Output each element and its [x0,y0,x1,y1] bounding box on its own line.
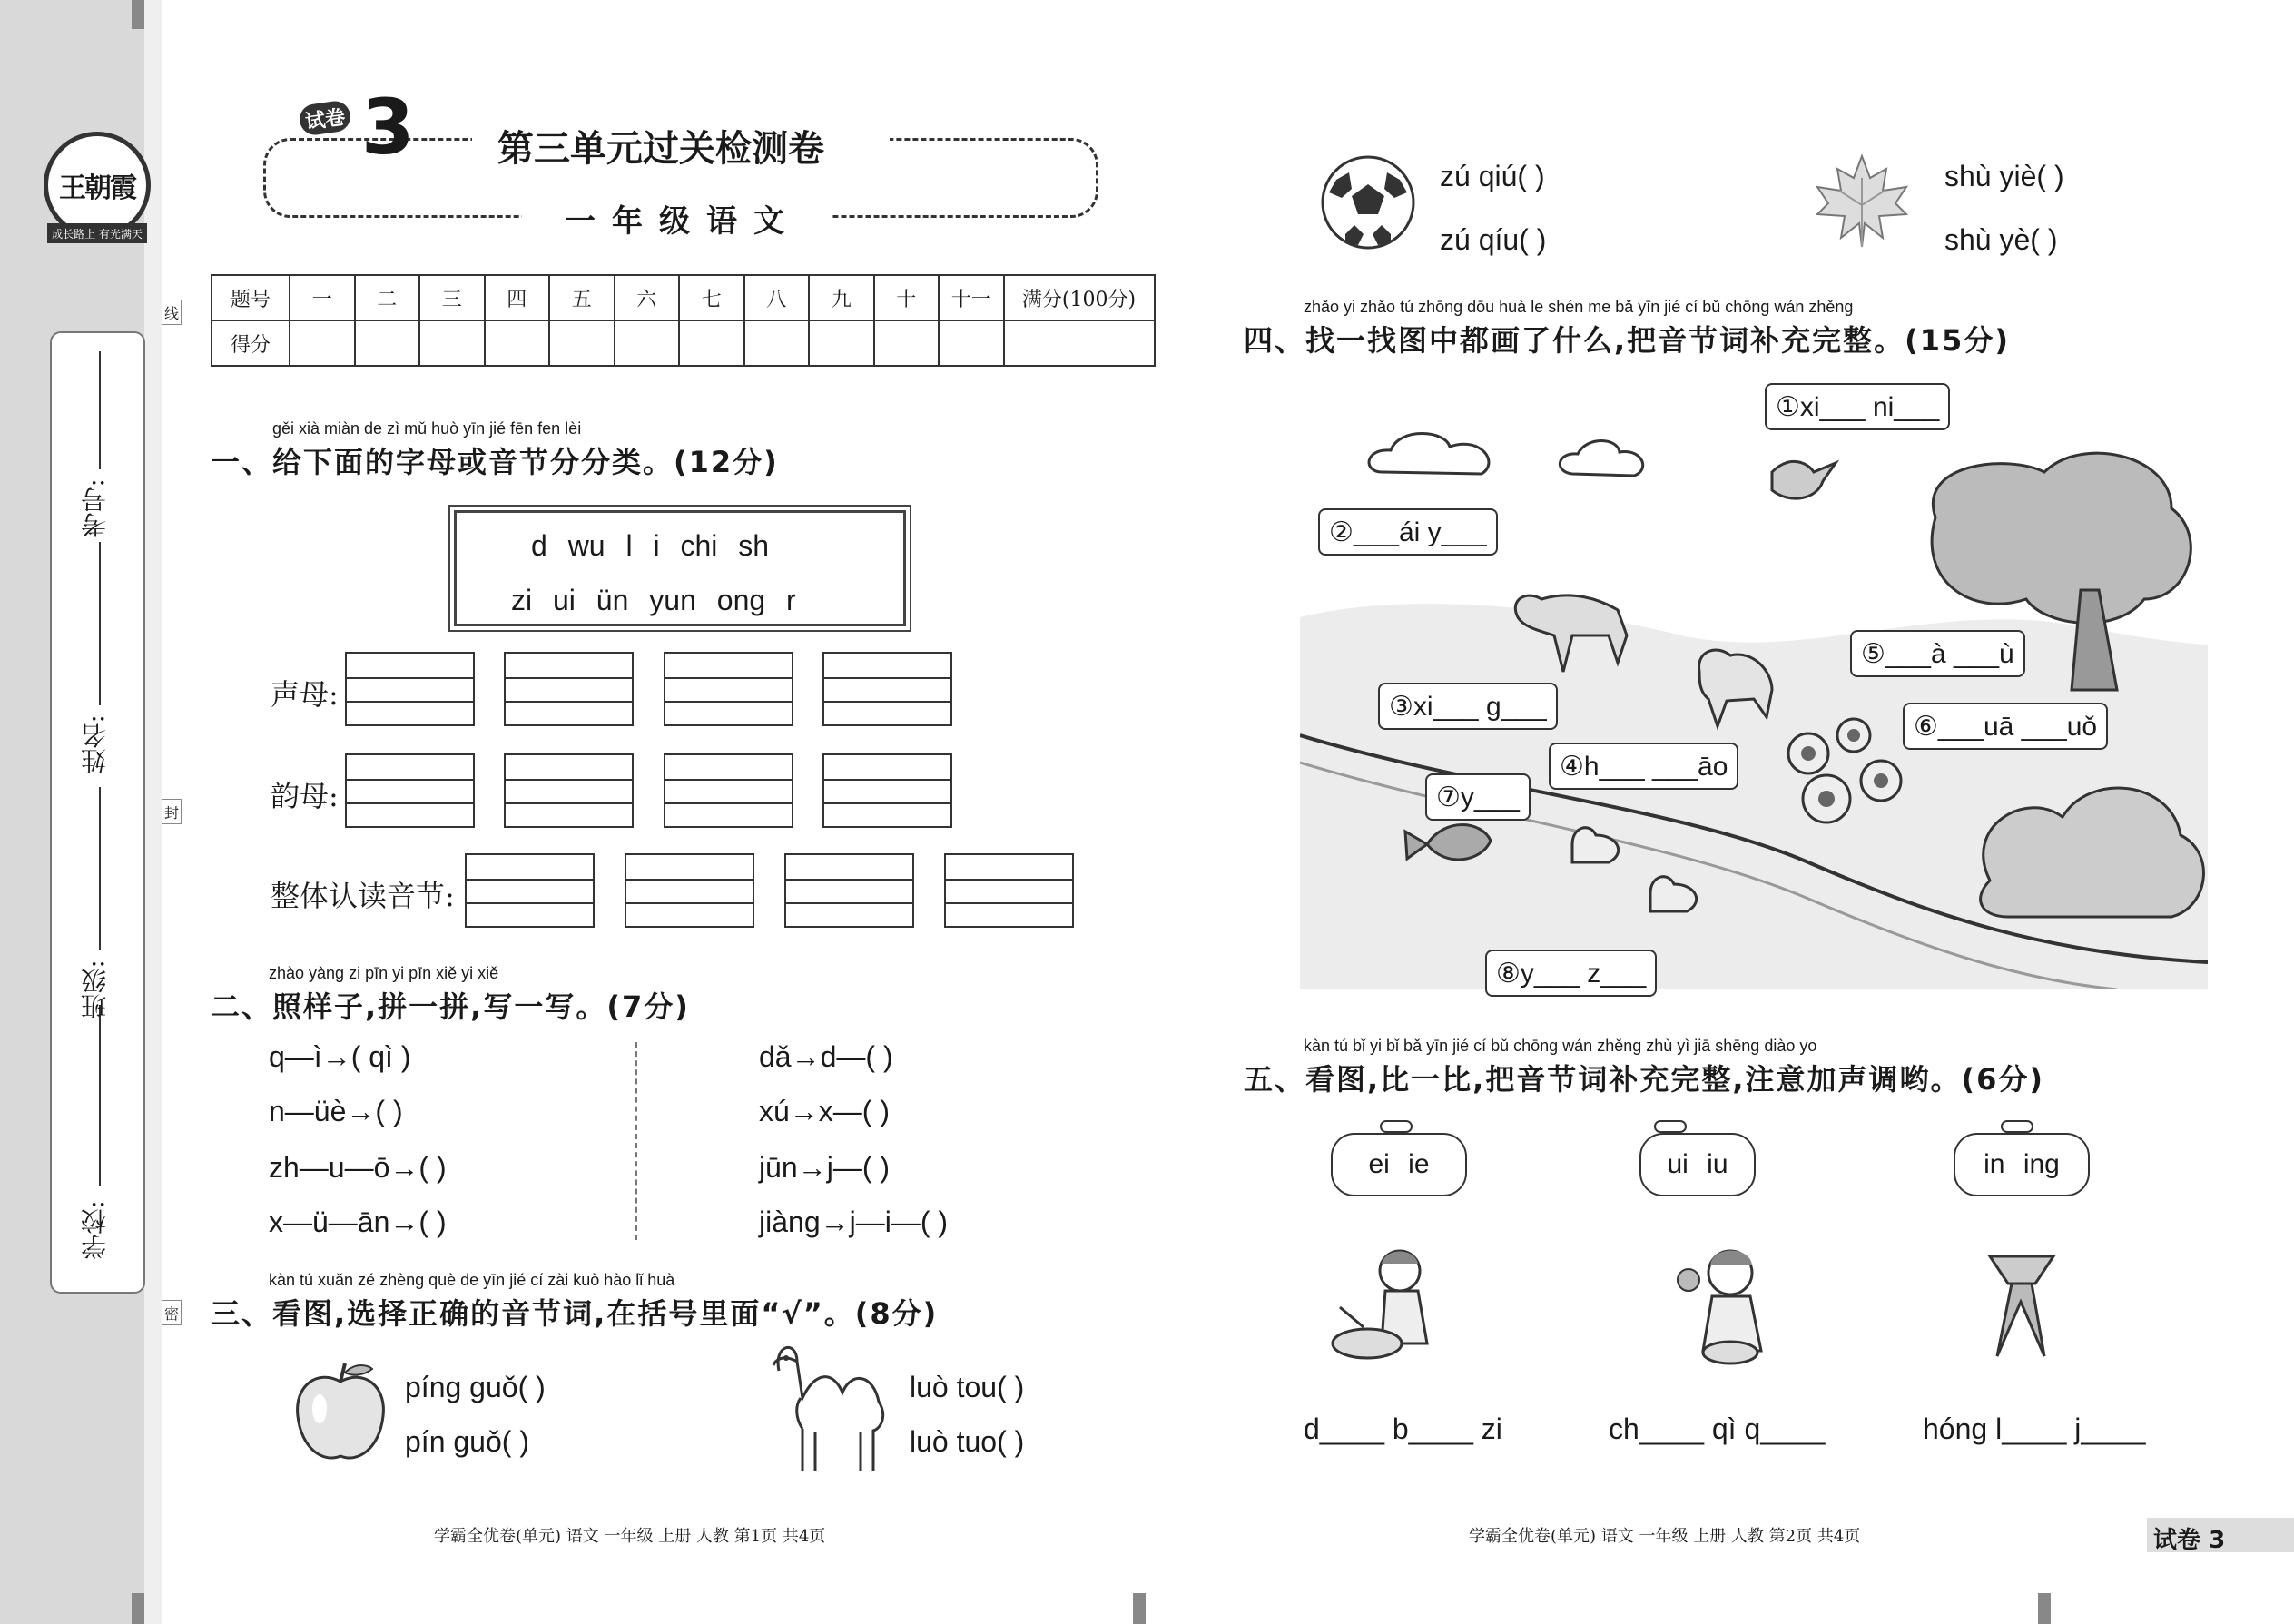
q3-camel-option[interactable]: luò tou( ) [910,1371,1025,1403]
q4-callout-2[interactable]: ②___ái y___ [1318,508,1498,556]
q4-callout-7[interactable]: ⑦y___ [1425,773,1531,821]
writing-grid[interactable] [784,853,914,928]
school-field[interactable] [99,1005,101,1186]
page-subtitle: 一年级语文 [565,203,801,240]
score-total-label: 满分(100分) [1004,275,1155,320]
score-cell[interactable] [549,320,615,366]
binding-mark-right [2038,1593,2051,1624]
exam-no-label: 考号: [80,478,110,538]
binding-mark-center [1133,1593,1146,1624]
q1-letters-box [454,510,906,626]
writing-grid[interactable] [664,652,793,726]
q1-letters-row2: zi ui ün yun ong r [511,584,796,616]
class-field[interactable] [99,787,101,950]
q2-divider [635,1042,637,1240]
score-col: 十 [874,275,940,320]
cut-mark-secret: 密 [162,1300,182,1325]
ribbon-bow [1654,1120,1687,1133]
q2-item[interactable]: x—ü—ān→( ) [269,1206,447,1238]
q3-camel-option[interactable]: luò tuo( ) [910,1425,1025,1458]
score-total-cell[interactable] [1004,320,1155,366]
q3-leaf-option[interactable]: shù yiè( ) [1944,160,2064,192]
brand-logo-tagline: 成长路上 有光满天 [47,223,147,243]
q2-item[interactable]: dǎ→d—( ) [759,1040,893,1073]
q2-item[interactable]: xú→x—( ) [759,1095,890,1127]
score-table-row1-label: 题号 [212,275,290,320]
camel-image [761,1334,897,1480]
q2-pinyin: zhào yàng zi pīn yi pīn xiě yi xiě [269,964,499,982]
q3-ball-option[interactable]: zú qiú( ) [1440,160,1545,192]
score-col: 八 [744,275,810,320]
footer-left: 学霸全优卷(单元) 语文 一年级 上册 人教 第1页 共4页 [434,1527,826,1546]
score-table-header-row [212,275,1155,320]
writing-grid[interactable] [822,652,952,726]
score-cell[interactable] [355,320,420,366]
score-cell[interactable] [290,320,355,366]
writing-grid[interactable] [345,753,475,828]
q2-item[interactable]: jūn→j—( ) [759,1151,891,1184]
q3-pinyin: kàn tú xuǎn zé zhèng què de yīn jié cí zài kuò hào lǐ huà [269,1271,675,1289]
score-cell[interactable] [419,320,485,366]
q4-callout-5[interactable]: ⑤___à ___ù [1850,630,2025,677]
red-scarf-image [1972,1247,2072,1365]
q2-item[interactable]: zh—u—ō→( ) [269,1151,447,1184]
apple-image [290,1362,390,1467]
q3-leaf-option[interactable]: shù yè( ) [1944,223,2058,256]
q2-item: q—ì→( qì ) [269,1040,411,1073]
q3-apple-option[interactable]: pín guǒ( ) [405,1425,529,1458]
q5-answer[interactable]: d____ b____ zi [1304,1412,1502,1445]
q4-pinyin: zhǎo yi zhǎo tú zhōng dōu huà le shén me bǎ yīn jié cí bǔ chōng wán zhěng [1304,298,1854,316]
q3-ball-option[interactable]: zú qíu( ) [1440,223,1547,256]
q5-heading: 五、看图,比一比,把音节词补充完整,注意加声调哟。(6分) [1244,1062,2044,1097]
q5-pair: in ing [1954,1133,2090,1196]
footer-right: 学霸全优卷(单元) 语文 一年级 上册 人教 第2页 共4页 [1469,1527,1861,1546]
q4-callout-3[interactable]: ③xi___ g___ [1378,683,1558,730]
page-tag-word: 试卷 [2153,1527,2201,1554]
q5-pair: ui iu [1639,1133,1756,1196]
page-tag-number: 3 [2209,1527,2226,1554]
score-table-row2-label: 得分 [212,320,290,366]
score-col: 六 [615,275,680,320]
binding-mark-top [132,0,144,29]
q5-answer[interactable]: hóng l____ j____ [1923,1412,2146,1445]
soccer-ball-image [1318,153,1418,252]
student-info-card [50,331,145,1294]
writing-grid[interactable] [504,652,634,726]
cut-mark-line: 线 [162,300,182,325]
girl-washing-image [1327,1244,1463,1371]
q5-pair: ei ie [1331,1133,1467,1196]
score-cell[interactable] [615,320,680,366]
ribbon-bow [2001,1120,2033,1133]
score-col: 十一 [939,275,1004,320]
cut-mark-seal: 封 [162,799,182,824]
school-label: 学校: [80,1200,110,1260]
q2-heading: 二、照样子,拼一拼,写一写。(7分) [211,989,690,1024]
score-cell[interactable] [874,320,940,366]
q4-callout-1[interactable]: ①xi___ ni___ [1765,383,1950,430]
brand-logo-name: 王朝霞 [59,172,135,204]
maple-leaf-image [1812,151,1912,251]
q2-item[interactable]: n—üè→( ) [269,1095,403,1127]
score-col: 九 [809,275,874,320]
score-table-score-row [212,320,1155,366]
q5-answer[interactable]: ch____ qì q____ [1609,1412,1826,1445]
q2-item[interactable]: jiàng→j—i—( ) [759,1206,949,1238]
q4-scene-image [1300,372,2208,989]
q1-pinyin: gěi xià miàn de zì mǔ huò yīn jié fēn fen lèi [272,419,582,438]
writing-grid[interactable] [944,853,1074,928]
exam-number: 3 [361,83,415,172]
writing-grid[interactable] [625,853,754,928]
score-col: 四 [485,275,550,320]
q1-finals-label: 韵母: [271,779,339,813]
q3-heading: 三、看图,选择正确的音节词,在括号里面“√”。(8分) [211,1296,939,1331]
writing-grid[interactable] [664,753,793,828]
exam-badge: 试卷 [298,99,352,136]
binding-mark-bottom [132,1593,144,1624]
score-cell[interactable] [744,320,810,366]
q5-pinyin: kàn tú bǐ yi bǐ bǎ yīn jié cí bǔ chōng wán zhěng zhù yì jiā shēng diào yo [1304,1037,1817,1055]
writing-grid[interactable] [465,853,595,928]
score-col: 五 [549,275,615,320]
binding-strip-inner [144,0,162,1624]
name-label: 姓名: [80,714,110,774]
page-tag-label [2153,1521,2225,1555]
q4-callout-4[interactable]: ④h___ ___āo [1549,743,1738,790]
writing-grid[interactable] [504,753,634,828]
score-cell[interactable] [485,320,550,366]
girl-balloon-image [1667,1242,1785,1369]
exam-no-field[interactable] [99,351,101,469]
q4-heading: 四、找一找图中都画了什么,把音节词补充完整。(15分) [1244,323,2010,358]
q3-apple-option[interactable]: píng guǒ( ) [405,1371,546,1403]
name-field[interactable] [99,542,101,705]
q1-initials-label: 声母: [271,677,339,712]
score-col: 二 [355,275,420,320]
score-cell[interactable] [939,320,1004,366]
page-title: 第三单元过关检测卷 [497,128,824,170]
q1-letters-row1: d wu l i chi sh [531,529,770,562]
q1-whole-label: 整体认读音节: [271,879,455,913]
ribbon-bow [1380,1120,1413,1133]
score-cell[interactable] [679,320,744,366]
q4-callout-6[interactable]: ⑥___uā ___uǒ [1903,703,2108,750]
score-col: 一 [290,275,355,320]
writing-grid[interactable] [345,652,475,726]
score-col: 七 [679,275,744,320]
class-label: 班级: [80,960,110,1019]
q4-callout-8[interactable]: ⑧y___ z___ [1485,950,1657,997]
score-cell[interactable] [809,320,874,366]
writing-grid[interactable] [822,753,952,828]
q1-heading: 一、给下面的字母或音节分分类。(12分) [211,445,779,479]
score-table [211,274,1156,367]
score-col: 三 [419,275,485,320]
